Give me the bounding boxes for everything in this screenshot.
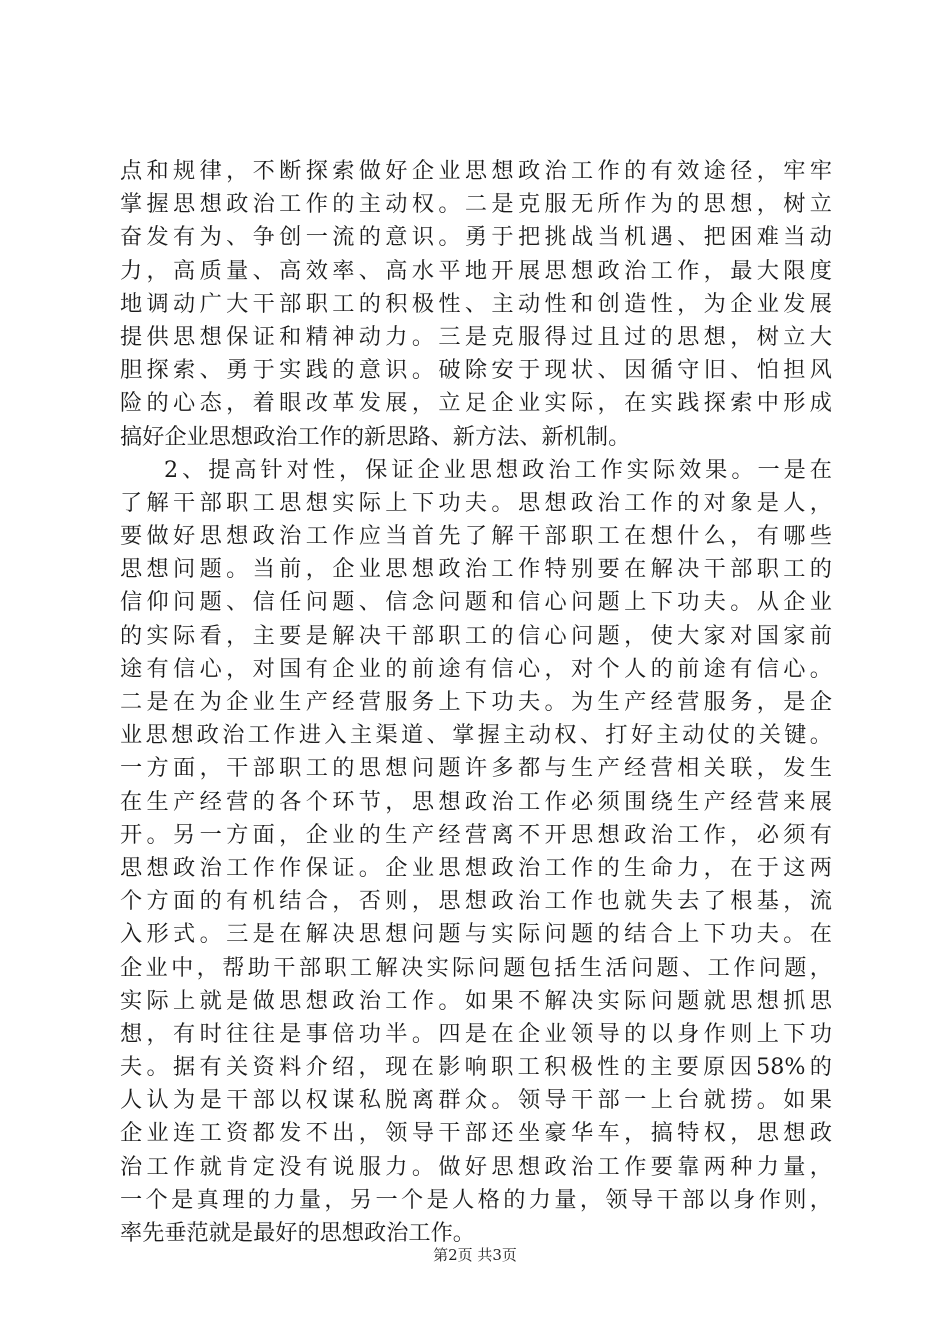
body-line: 险的心态，着眼改革发展，立足企业实际，在实践探索中形成	[120, 390, 832, 417]
body-line: 胆探索、勇于实践的意识。破除安于现状、因循守旧、怕担风	[120, 357, 832, 384]
body-line: 提供思想保证和精神动力。三是克服得过且过的思想，树立大	[120, 323, 832, 350]
body-line: 信仰问题、信任问题、信念问题和信心问题上下功夫。从企业	[120, 589, 832, 616]
paragraph-start-line: 2、提高针对性，保证企业思想政治工作实际效果。一是在	[164, 456, 832, 483]
body-line: 掌握思想政治工作的主动权。二是克服无所作为的思想，树立	[120, 191, 832, 218]
body-line: 实际上就是做思想政治工作。如果不解决实际问题就思想抓思	[120, 987, 832, 1014]
body-line: 入形式。三是在解决思想问题与实际问题的结合上下功夫。在	[120, 921, 832, 948]
body-line: 地调动广大干部职工的积极性、主动性和创造性，为企业发展	[120, 290, 832, 317]
body-line: 一个是真理的力量，另一个是人格的力量，领导干部以身作则，	[120, 1186, 832, 1213]
paragraph-end-line: 搞好企业思想政治工作的新思路、新方法、新机制。	[120, 423, 631, 450]
body-line: 思想政治工作作保证。企业思想政治工作的生命力，在于这两	[120, 854, 832, 881]
page-footer	[0, 1245, 950, 1265]
body-line: 二是在为企业生产经营服务上下功夫。为生产经营服务，是企	[120, 689, 832, 715]
body-line: 点和规律，不断探索做好企业思想政治工作的有效途径，牢牢	[120, 158, 832, 184]
body-line: 夫。据有关资料介绍，现在影响职工积极性的主要原因58%的	[120, 1054, 832, 1081]
body-line: 个方面的有机结合，否则，思想政治工作也就失去了根基，流	[120, 888, 832, 915]
body-line: 了解干部职工思想实际上下功夫。思想政治工作的对象是人，	[120, 489, 832, 516]
body-line: 一方面，干部职工的思想问题许多都与生产经营相关联，发生	[120, 755, 832, 782]
body-line: 力，高质量、高效率、高水平地开展思想政治工作，最大限度	[120, 257, 832, 284]
page-number-label: 第2页 共3页	[433, 1246, 517, 1264]
body-line: 的实际看，主要是解决干部职工的信心问题，使大家对国家前	[120, 622, 832, 649]
body-line: 企业中，帮助干部职工解决实际问题包括生活问题、工作问题，	[120, 954, 832, 981]
body-line: 企业连工资都发不出，领导干部还坐豪华车，搞特权，思想政	[120, 1120, 832, 1147]
body-line: 业思想政治工作进入主渠道、掌握主动权、打好主动仗的关键。	[120, 722, 832, 749]
body-line: 开。另一方面，企业的生产经营离不开思想政治工作，必须有	[120, 821, 832, 848]
paragraph-end-line: 率先垂范就是最好的思想政治工作。	[120, 1220, 475, 1246]
body-line: 在生产经营的各个环节，思想政治工作必须围绕生产经营来展	[120, 788, 832, 815]
document-body	[120, 155, 832, 1250]
body-line: 要做好思想政治工作应当首先了解干部职工在想什么，有哪些	[120, 523, 832, 550]
body-line: 思想问题。当前，企业思想政治工作特别要在解决干部职工的	[120, 556, 832, 583]
body-line: 想，有时往往是事倍功半。四是在企业领导的以身作则上下功	[120, 1020, 832, 1047]
body-line: 人认为是干部以权谋私脱离群众。领导干部一上台就捞。如果	[120, 1087, 832, 1114]
body-line: 奋发有为、争创一流的意识。勇于把挑战当机遇、把困难当动	[120, 224, 832, 251]
body-line: 治工作就肯定没有说服力。做好思想政治工作要靠两种力量，	[120, 1153, 832, 1180]
body-line: 途有信心，对国有企业的前途有信心，对个人的前途有信心。	[120, 655, 832, 682]
